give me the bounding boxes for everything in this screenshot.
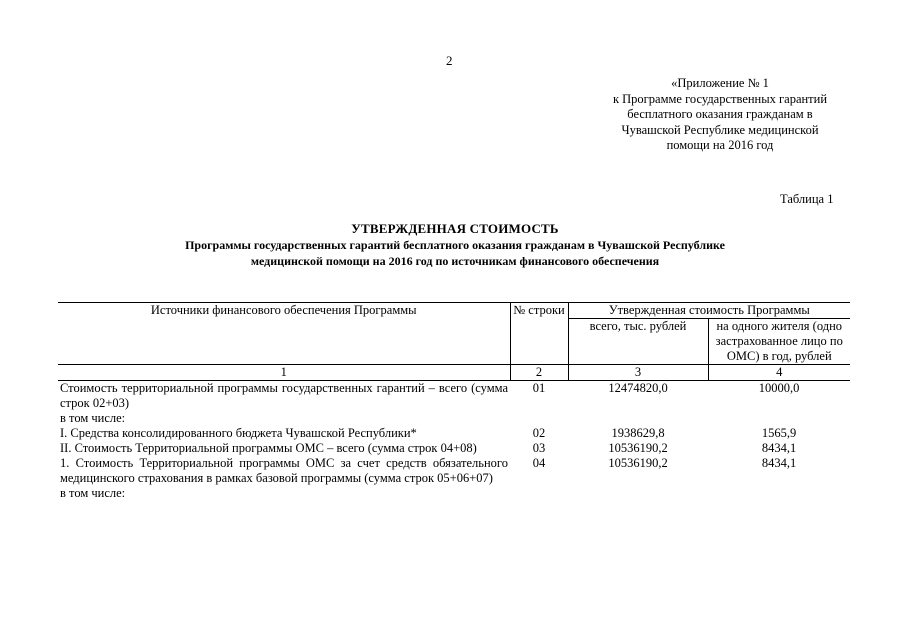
- row-number: 03: [532, 441, 546, 455]
- row-total: 12474820,0: [608, 381, 668, 395]
- row-per-person: 8434,1: [761, 441, 797, 455]
- heading-title: УТВЕРЖДЕННАЯ СТОИМОСТЬ: [351, 221, 559, 236]
- row-number: 01: [532, 381, 546, 395]
- row-source: в том числе:: [60, 411, 126, 425]
- row-source: в том числе:: [60, 486, 126, 500]
- row-total: [568, 486, 708, 501]
- appendix-line: бесплатного оказания гражданам в: [627, 107, 813, 121]
- row-source: I. Средства консолидированного бюджета Чувашской Республики*: [60, 426, 417, 440]
- row-per-person: 8434,1: [761, 456, 797, 470]
- appendix-line: помощи на 2016 год: [666, 138, 774, 152]
- row-number: 02: [532, 426, 546, 440]
- appendix-line: к Программе государственных гарантий: [612, 91, 828, 106]
- header-approved-cost: Утвержденная стоимость Программы: [568, 303, 850, 319]
- table-row: [58, 441, 850, 456]
- row-number: [510, 486, 568, 501]
- header-per-person: на одного жителя (одно застрахованное лицо по ОМС) в год, рублей: [708, 319, 850, 365]
- header-source: Источники финансового обеспечения Программы: [58, 303, 510, 365]
- table-row: [58, 456, 850, 486]
- row-total: [568, 411, 708, 426]
- appendix-line: Чувашской Республике медицинской: [621, 122, 819, 137]
- row-per-person: 1565,9: [761, 426, 797, 440]
- page-number: 2: [446, 53, 453, 68]
- table-label: Таблица 1: [780, 192, 834, 206]
- row-source: Стоимость территориальной программы государственных гарантий – всего (сумма строк 02+03): [60, 381, 508, 410]
- row-total: 1938629,8: [611, 426, 665, 440]
- row-total: 10536190,2: [608, 456, 668, 470]
- table-row: [58, 381, 850, 412]
- row-number: 04: [532, 456, 546, 470]
- document-heading: [60, 221, 850, 269]
- heading-subtitle-line1: Программы государственных гарантий бесплатного оказания гражданам в Чувашской Республике: [185, 238, 725, 252]
- row-per-person: 10000,0: [758, 381, 800, 395]
- row-total: 10536190,2: [608, 441, 668, 455]
- appendix-note: [570, 76, 870, 154]
- financing-table: [58, 302, 850, 501]
- appendix-line: «Приложение № 1: [671, 76, 769, 90]
- column-number: 4: [708, 365, 850, 381]
- table-row: [58, 426, 850, 441]
- header-row-number: № строки: [510, 303, 568, 365]
- heading-subtitle-line2: медицинской помощи на 2016 год по источникам финансового обеспечения: [250, 254, 660, 268]
- row-per-person: [708, 486, 850, 501]
- column-number: 2: [510, 365, 568, 381]
- header-total: всего, тыс. рублей: [568, 319, 708, 365]
- column-number: 3: [568, 365, 708, 381]
- table-row: [58, 486, 850, 501]
- row-source: 1. Стоимость Территориальной программы ОМС за счет средств обязательного медицинского страхования в рамках базовой программы (сумма строк 05+06+07): [60, 456, 508, 485]
- table-row: [58, 411, 850, 426]
- column-number: 1: [58, 365, 510, 381]
- row-per-person: [708, 411, 850, 426]
- row-source: II. Стоимость Территориальной программы ОМС – всего (сумма строк 04+08): [60, 441, 477, 455]
- row-number: [510, 411, 568, 426]
